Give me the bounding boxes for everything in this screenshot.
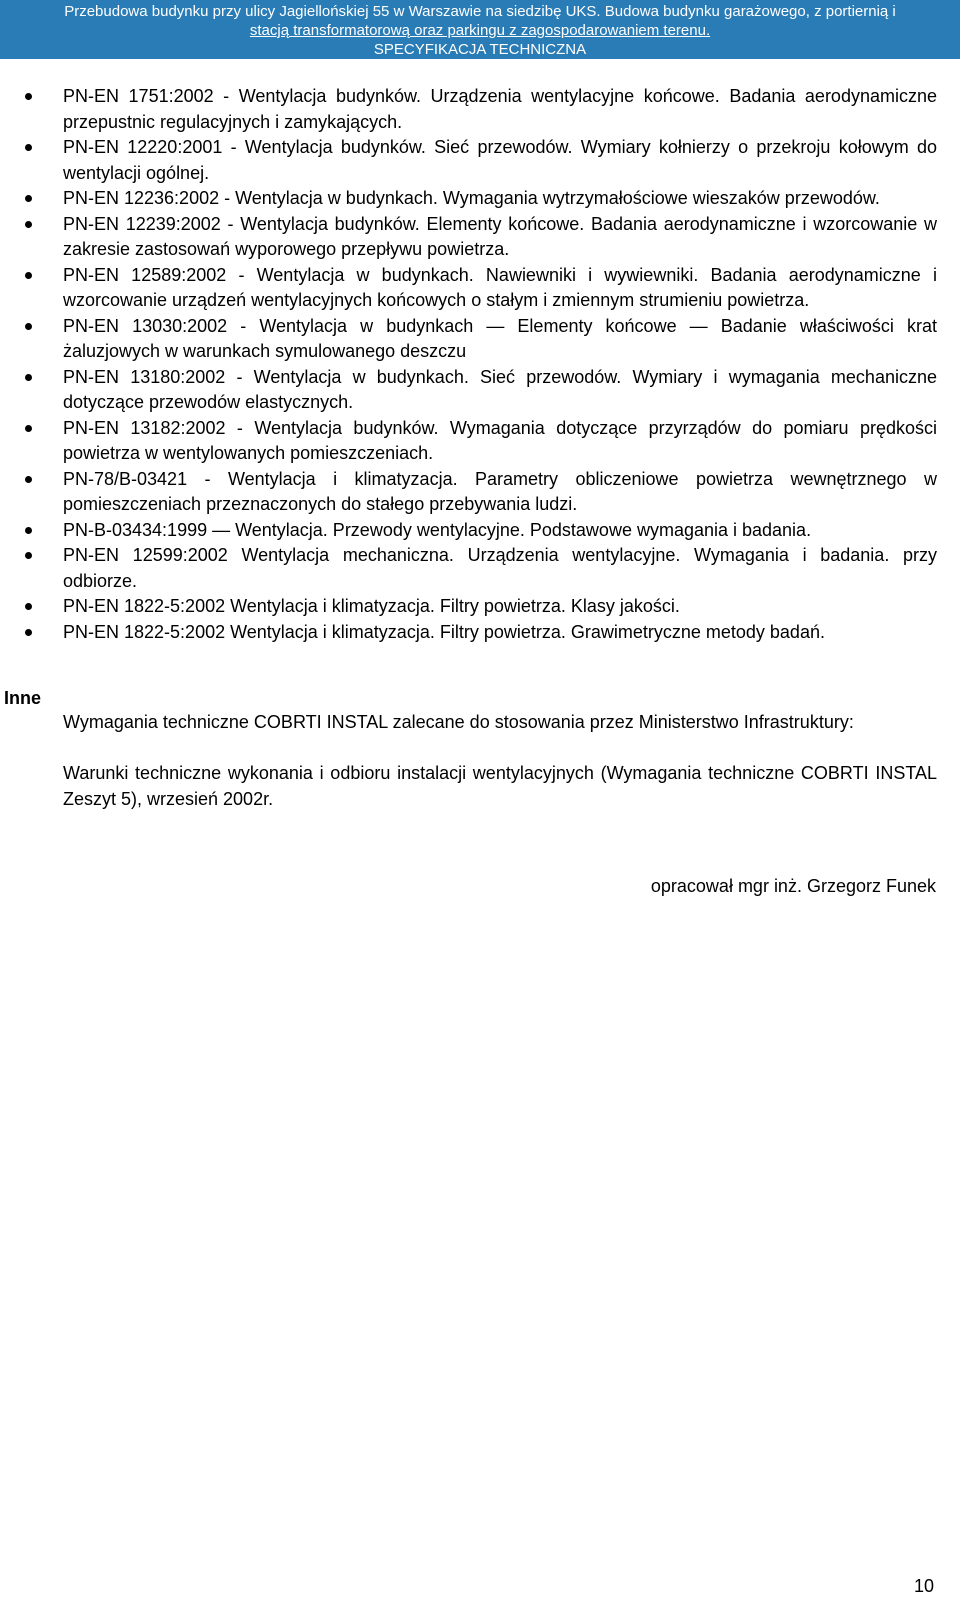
author-signature: opracował mgr inż. Grzegorz Funek <box>650 876 936 896</box>
list-item <box>25 416 937 467</box>
list-item <box>25 594 937 620</box>
list-item-text: PN-EN 13182:2002 - Wentylacja budynków. Wymagania dotyczące przyrządów do pomiaru prędkości powietrza w wentylowanych pomieszczeniach. <box>63 417 937 463</box>
list-item-text: PN-EN 1822-5:2002 Wentylacja i klimatyzacja. Filtry powietrza. Klasy jakości. <box>63 596 680 616</box>
standards-list <box>25 84 937 645</box>
bullet-icon <box>25 323 32 330</box>
bullet-icon <box>25 93 32 100</box>
list-item-text: PN-EN 12239:2002 - Wentylacja budynków. Elementy końcowe. Badania aerodynamiczne i wzorcowanie w zakresie zastosowań wyporowego przepływu powietrza. <box>63 213 937 259</box>
bullet-icon <box>25 195 32 202</box>
list-item <box>25 212 937 263</box>
list-item-text: PN-78/B-03421 - Wentylacja i klimatyzacja. Parametry obliczeniowe powietrza wewnętrznego w pomieszczeniach przeznaczonych do stałego przebywania ludzi. <box>63 468 937 514</box>
list-item <box>25 84 937 135</box>
bullet-icon <box>25 272 32 279</box>
list-item-text: PN-EN 1822-5:2002 Wentylacja i klimatyzacja. Filtry powietrza. Grawimetryczne metody badań. <box>63 621 825 642</box>
list-item <box>25 543 937 594</box>
list-item-text: PN-EN 12220:2001 - Wentylacja budynków. Sieć przewodów. Wymiary kołnierzy o przekroju kołowym do wentylacji ogólnej. <box>63 137 937 183</box>
header-title-line-1: Przebudowa budynku przy ulicy Jagiellońskiej 55 w Warszawie na siedzibę UKS. Budowa budynku garażowego, z portiernią i <box>64 3 896 20</box>
bullet-icon <box>25 629 32 636</box>
bullet-icon <box>25 221 32 228</box>
bullet-icon <box>25 374 32 381</box>
list-item <box>25 518 937 544</box>
bullet-icon <box>25 476 32 483</box>
bullet-icon <box>25 144 32 151</box>
bullet-icon <box>25 552 32 559</box>
bullet-icon <box>25 527 32 534</box>
list-item-text: PN-EN 12589:2002 - Wentylacja w budynkach. Nawiewniki i wywiewniki. Badania aerodynamiczne i wzorcowanie urządzeń wentylacyjnych końcowych o stałym i zmiennym strumieniu powietrza. <box>63 264 937 310</box>
list-item <box>25 263 937 314</box>
list-item <box>25 314 937 365</box>
header-specification-label: SPECYFIKACJA TECHNICZNA <box>373 41 587 58</box>
list-item <box>25 620 937 646</box>
list-item-text: PN-EN 13030:2002 - Wentylacja w budynkach — Elementy końcowe — Badanie właściwości krat żaluzjowych w warunkach symulowanego deszczu <box>63 315 937 361</box>
list-item-text: PN-EN 12236:2002 - Wentylacja w budynkach. Wymagania wytrzymałościowe wieszaków przewodów. <box>63 188 880 208</box>
bullet-icon <box>25 603 32 610</box>
header-title-line-2: stacją transformatorową oraz parkingu z zagospodarowaniem terenu. <box>249 22 711 39</box>
list-item-text: PN-B-03434:1999 — Wentylacja. Przewody wentylacyjne. Podstawowe wymagania i badania. <box>63 519 812 540</box>
list-item <box>25 186 937 212</box>
recommendation-paragraph: Wymagania techniczne COBRTI INSTAL zalecane do stosowania przez Ministerstwo Infrastruktury: <box>63 712 854 732</box>
list-item <box>25 365 937 416</box>
list-item <box>25 135 937 186</box>
technical-conditions-paragraph: Warunki techniczne wykonania i odbioru instalacji wentylacyjnych (Wymagania techniczne COBRTI INSTAL Zeszyt 5), wrzesień 2002r. <box>63 763 937 809</box>
list-item <box>25 467 937 518</box>
list-item-text: PN-EN 12599:2002 Wentylacja mechaniczna. Urządzenia wentylacyjne. Wymagania i badania. przy odbiorze. <box>63 545 937 591</box>
page-number: 10 <box>913 1576 934 1596</box>
section-label-other: Inne <box>4 688 42 708</box>
bullet-icon <box>25 425 32 432</box>
document-header <box>0 0 960 59</box>
list-item-text: PN-EN 1751:2002 - Wentylacja budynków. Urządzenia wentylacyjne końcowe. Badania aerodynamiczne przepustnic regulacyjnych i zamykających. <box>63 86 937 132</box>
list-item-text: PN-EN 13180:2002 - Wentylacja w budynkach. Sieć przewodów. Wymiary i wymagania mechaniczne dotyczące przewodów elastycznych. <box>63 366 937 412</box>
